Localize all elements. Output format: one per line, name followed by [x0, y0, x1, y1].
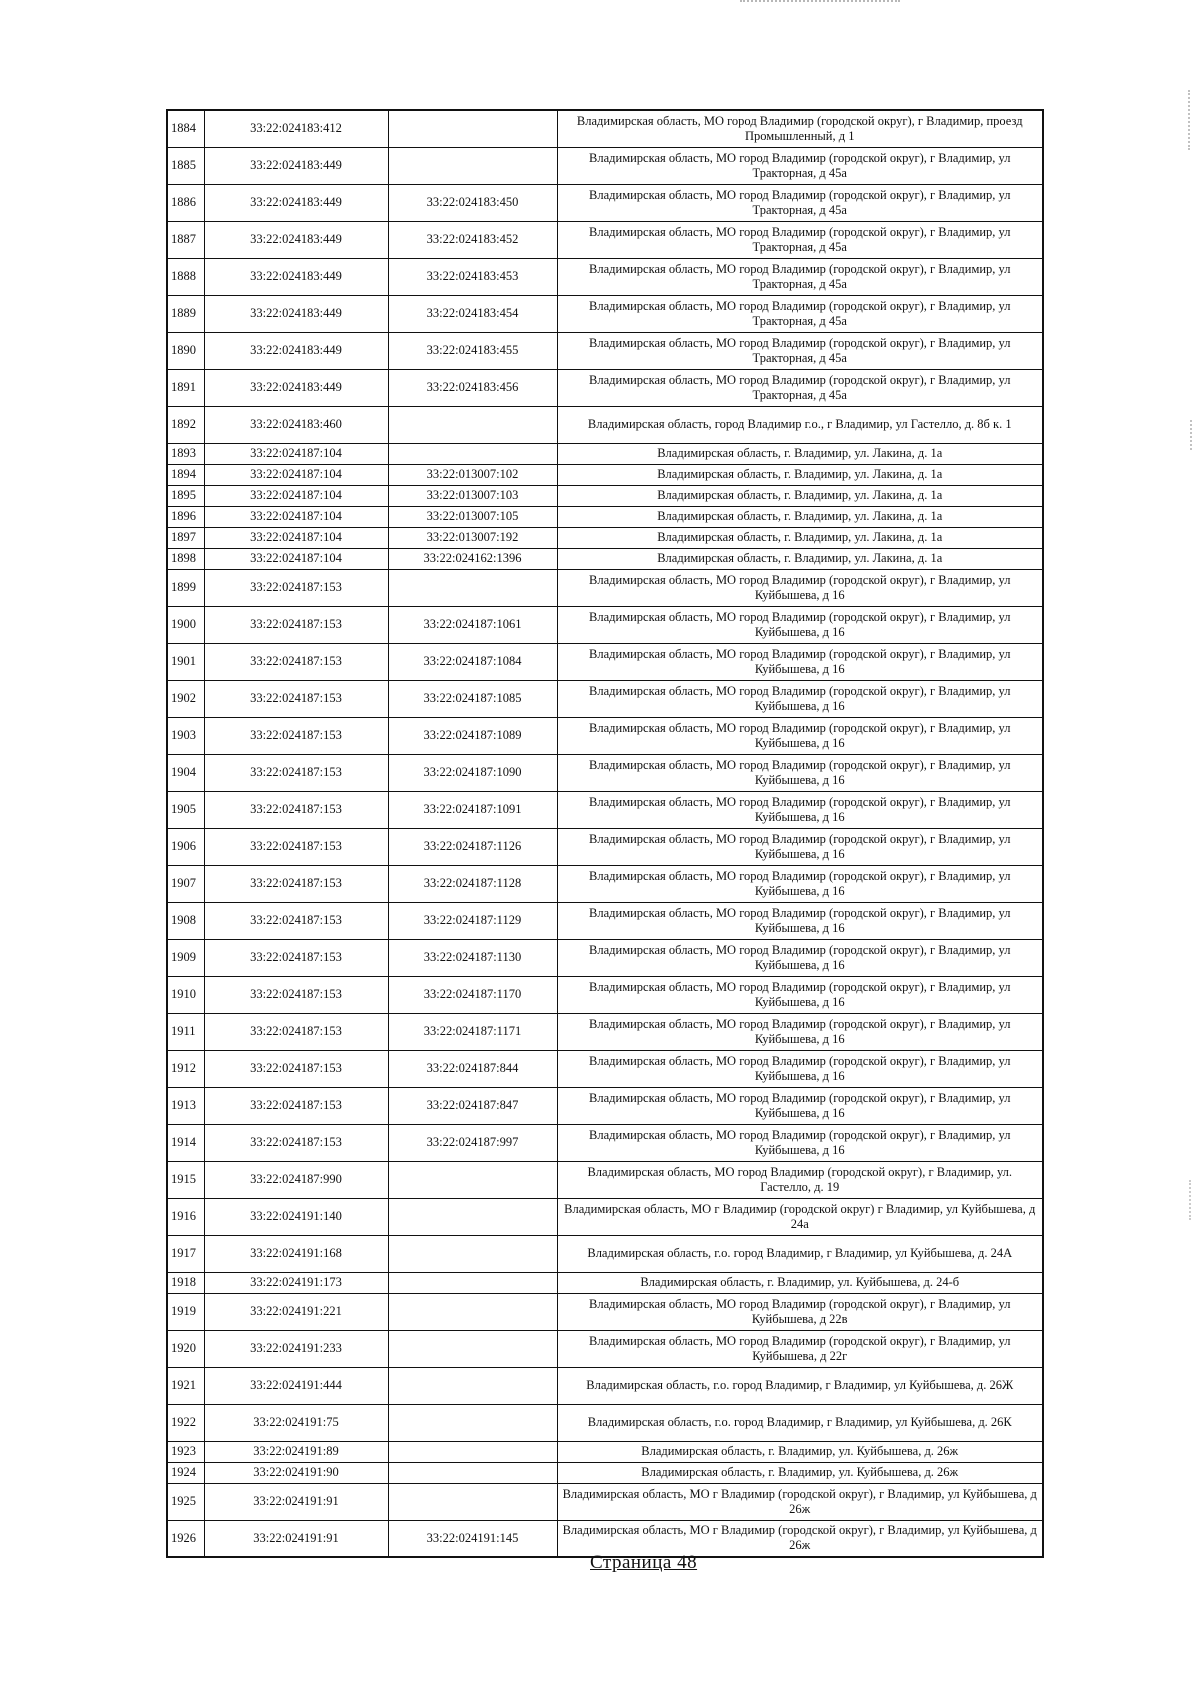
related-cadastral-number: [388, 147, 557, 184]
address: Владимирская область, МО город Владимир (городской округ), г Владимир, ул Куйбышева, д 16: [557, 1013, 1043, 1050]
table-row: [167, 1013, 1043, 1050]
cadastral-number: 33:22:024183:460: [204, 406, 388, 443]
table-row: [167, 606, 1043, 643]
related-cadastral-number: 33:22:024187:1084: [388, 643, 557, 680]
row-number: 1898: [167, 548, 204, 569]
row-number: 1903: [167, 717, 204, 754]
row-number: 1910: [167, 976, 204, 1013]
scan-artifact: [1190, 420, 1194, 450]
row-number: 1895: [167, 485, 204, 506]
row-number: 1918: [167, 1272, 204, 1293]
address: Владимирская область, МО город Владимир (городской округ), г Владимир, ул Тракторная, д 45а: [557, 221, 1043, 258]
table-row: [167, 643, 1043, 680]
row-number: 1886: [167, 184, 204, 221]
cadastral-number: 33:22:024183:449: [204, 295, 388, 332]
address: Владимирская область, г.о. город Владимир, г Владимир, ул Куйбышева, д. 26К: [557, 1404, 1043, 1441]
related-cadastral-number: [388, 1272, 557, 1293]
cadastral-number: 33:22:024187:153: [204, 680, 388, 717]
row-number: 1926: [167, 1520, 204, 1557]
row-number: 1893: [167, 443, 204, 464]
table-row: [167, 184, 1043, 221]
related-cadastral-number: 33:22:024187:1090: [388, 754, 557, 791]
row-number: 1894: [167, 464, 204, 485]
cadastral-number: 33:22:024187:153: [204, 569, 388, 606]
cadastral-number: 33:22:024187:153: [204, 976, 388, 1013]
address: Владимирская область, г. Владимир, ул. Куйбышева, д. 24-б: [557, 1272, 1043, 1293]
related-cadastral-number: 33:22:024187:1126: [388, 828, 557, 865]
related-cadastral-number: 33:22:024187:1129: [388, 902, 557, 939]
related-cadastral-number: 33:22:024187:997: [388, 1124, 557, 1161]
table-row: [167, 527, 1043, 548]
table-row: [167, 369, 1043, 406]
cadastral-number: 33:22:024187:153: [204, 865, 388, 902]
cadastral-number: 33:22:024191:90: [204, 1462, 388, 1483]
related-cadastral-number: 33:22:024183:455: [388, 332, 557, 369]
table-row: [167, 1330, 1043, 1367]
address: Владимирская область, МО город Владимир (городской округ), г Владимир, ул Тракторная, д 45а: [557, 258, 1043, 295]
address: Владимирская область, МО город Владимир (городской округ), г Владимир, ул Тракторная, д 45а: [557, 369, 1043, 406]
row-number: 1912: [167, 1050, 204, 1087]
row-number: 1902: [167, 680, 204, 717]
cadastral-number: 33:22:024187:104: [204, 485, 388, 506]
row-number: 1897: [167, 527, 204, 548]
related-cadastral-number: 33:22:024183:456: [388, 369, 557, 406]
cadastral-number: 33:22:024187:104: [204, 506, 388, 527]
table-row: [167, 791, 1043, 828]
table-row: [167, 1272, 1043, 1293]
table-row: [167, 443, 1043, 464]
cadastral-number: 33:22:024187:153: [204, 828, 388, 865]
table-row: [167, 1441, 1043, 1462]
related-cadastral-number: [388, 406, 557, 443]
row-number: 1906: [167, 828, 204, 865]
address: Владимирская область, МО город Владимир (городской округ), г Владимир, ул Куйбышева, д 16: [557, 828, 1043, 865]
table-row: [167, 1367, 1043, 1404]
related-cadastral-number: [388, 1404, 557, 1441]
address: Владимирская область, г. Владимир, ул. Лакина, д. 1а: [557, 527, 1043, 548]
cadastral-number: 33:22:024183:449: [204, 369, 388, 406]
address: Владимирская область, МО город Владимир (городской округ), г Владимир, ул Куйбышева, д 16: [557, 791, 1043, 828]
table-row: [167, 1198, 1043, 1235]
related-cadastral-number: [388, 443, 557, 464]
row-number: 1922: [167, 1404, 204, 1441]
row-number: 1900: [167, 606, 204, 643]
row-number: 1917: [167, 1235, 204, 1272]
row-number: 1907: [167, 865, 204, 902]
related-cadastral-number: [388, 1293, 557, 1330]
cadastral-number: 33:22:024187:153: [204, 1124, 388, 1161]
related-cadastral-number: 33:22:024191:145: [388, 1520, 557, 1557]
address: Владимирская область, г. Владимир, ул. Лакина, д. 1а: [557, 506, 1043, 527]
related-cadastral-number: 33:22:024183:454: [388, 295, 557, 332]
table-row: [167, 548, 1043, 569]
row-number: 1921: [167, 1367, 204, 1404]
address: Владимирская область, МО город Владимир (городской округ), г Владимир, ул Куйбышева, д 22в: [557, 1293, 1043, 1330]
table-row: [167, 754, 1043, 791]
table-body: [167, 110, 1043, 1557]
row-number: 1916: [167, 1198, 204, 1235]
address: Владимирская область, МО г Владимир (городской округ), г Владимир, ул Куйбышева, д 26ж: [557, 1520, 1043, 1557]
row-number: 1908: [167, 902, 204, 939]
related-cadastral-number: 33:22:024187:844: [388, 1050, 557, 1087]
table-row: [167, 258, 1043, 295]
page-footer: Страница 48: [590, 1552, 698, 1573]
table-row: [167, 569, 1043, 606]
row-number: 1913: [167, 1087, 204, 1124]
scan-artifact: [1188, 90, 1192, 150]
row-number: 1923: [167, 1441, 204, 1462]
related-cadastral-number: [388, 1441, 557, 1462]
table-row: [167, 902, 1043, 939]
address: Владимирская область, г.о. город Владимир, г Владимир, ул Куйбышева, д. 24А: [557, 1235, 1043, 1272]
address: Владимирская область, МО город Владимир (городской округ), г Владимир, ул Куйбышева, д 16: [557, 569, 1043, 606]
table-row: [167, 1404, 1043, 1441]
related-cadastral-number: 33:22:013007:192: [388, 527, 557, 548]
address: Владимирская область, МО г Владимир (городской округ), г Владимир, ул Куйбышева, д 26ж: [557, 1483, 1043, 1520]
row-number: 1891: [167, 369, 204, 406]
row-number: 1914: [167, 1124, 204, 1161]
cadastral-number: 33:22:024183:449: [204, 332, 388, 369]
cadastral-number: 33:22:024187:104: [204, 464, 388, 485]
cadastral-number: 33:22:024191:91: [204, 1483, 388, 1520]
cadastral-number: 33:22:024191:221: [204, 1293, 388, 1330]
related-cadastral-number: [388, 1161, 557, 1198]
table-row: [167, 147, 1043, 184]
address: Владимирская область, МО город Владимир (городской округ), г Владимир, ул Куйбышева, д 22г: [557, 1330, 1043, 1367]
row-number: 1909: [167, 939, 204, 976]
related-cadastral-number: [388, 1367, 557, 1404]
row-number: 1904: [167, 754, 204, 791]
cadastral-number: 33:22:024187:153: [204, 902, 388, 939]
related-cadastral-number: 33:22:024187:1171: [388, 1013, 557, 1050]
cadastral-number: 33:22:024191:89: [204, 1441, 388, 1462]
row-number: 1896: [167, 506, 204, 527]
cadastral-number: 33:22:024187:153: [204, 754, 388, 791]
row-number: 1905: [167, 791, 204, 828]
cadastral-number: 33:22:024191:233: [204, 1330, 388, 1367]
cadastral-number: 33:22:024183:449: [204, 147, 388, 184]
address: Владимирская область, МО город Владимир (городской округ), г Владимир, ул Куйбышева, д 16: [557, 976, 1043, 1013]
related-cadastral-number: 33:22:024187:847: [388, 1087, 557, 1124]
cadastral-number: 33:22:024187:153: [204, 717, 388, 754]
cadastral-number: 33:22:024191:168: [204, 1235, 388, 1272]
related-cadastral-number: 33:22:024162:1396: [388, 548, 557, 569]
cadastral-number: 33:22:024187:153: [204, 643, 388, 680]
row-number: 1925: [167, 1483, 204, 1520]
row-number: 1919: [167, 1293, 204, 1330]
table-row: [167, 506, 1043, 527]
table-row: [167, 110, 1043, 147]
address: Владимирская область, МО город Владимир (городской округ), г Владимир, ул Куйбышева, д 16: [557, 754, 1043, 791]
table-row: [167, 1235, 1043, 1272]
address: Владимирская область, МО город Владимир (городской округ), г Владимир, ул Куйбышева, д 16: [557, 717, 1043, 754]
address: Владимирская область, г. Владимир, ул. Лакина, д. 1а: [557, 485, 1043, 506]
related-cadastral-number: [388, 1483, 557, 1520]
related-cadastral-number: 33:22:024183:453: [388, 258, 557, 295]
address: Владимирская область, г. Владимир, ул. Куйбышева, д. 26ж: [557, 1441, 1043, 1462]
address: Владимирская область, г.о. город Владимир, г Владимир, ул Куйбышева, д. 26Ж: [557, 1367, 1043, 1404]
address: Владимирская область, МО город Владимир (городской округ), г Владимир, ул Куйбышева, д 16: [557, 606, 1043, 643]
cadastral-number: 33:22:024187:104: [204, 443, 388, 464]
cadastral-number: 33:22:024187:153: [204, 791, 388, 828]
row-number: 1924: [167, 1462, 204, 1483]
cadastral-number: 33:22:024191:173: [204, 1272, 388, 1293]
related-cadastral-number: 33:22:013007:102: [388, 464, 557, 485]
scan-artifact: [1189, 1180, 1193, 1220]
row-number: 1884: [167, 110, 204, 147]
table-row: [167, 485, 1043, 506]
related-cadastral-number: [388, 110, 557, 147]
related-cadastral-number: 33:22:024187:1061: [388, 606, 557, 643]
cadastral-number: 33:22:024191:91: [204, 1520, 388, 1557]
table-row: [167, 464, 1043, 485]
address: Владимирская область, МО город Владимир (городской округ), г Владимир, ул Куйбышева, д 16: [557, 1050, 1043, 1087]
table-row: [167, 976, 1043, 1013]
related-cadastral-number: 33:22:024187:1085: [388, 680, 557, 717]
address: Владимирская область, МО город Владимир (городской округ), г Владимир, ул. Гастелло, д. 19: [557, 1161, 1043, 1198]
address: Владимирская область, МО город Владимир (городской округ), г Владимир, ул Тракторная, д 45а: [557, 184, 1043, 221]
address: Владимирская область, МО город Владимир (городской округ), г Владимир, ул Тракторная, д 45а: [557, 295, 1043, 332]
table-row: [167, 1462, 1043, 1483]
address: Владимирская область, МО город Владимир (городской округ), г Владимир, проезд Промышленный, д 1: [557, 110, 1043, 147]
cadastral-number: 33:22:024187:153: [204, 606, 388, 643]
row-number: 1911: [167, 1013, 204, 1050]
address: Владимирская область, г. Владимир, ул. Лакина, д. 1а: [557, 548, 1043, 569]
table-row: [167, 1161, 1043, 1198]
table-row: [167, 1050, 1043, 1087]
cadastral-number: 33:22:024191:444: [204, 1367, 388, 1404]
row-number: 1885: [167, 147, 204, 184]
related-cadastral-number: 33:22:024183:452: [388, 221, 557, 258]
scan-artifact: [740, 0, 900, 8]
cadastral-number: 33:22:024183:449: [204, 184, 388, 221]
cadastral-number: 33:22:024187:153: [204, 939, 388, 976]
related-cadastral-number: 33:22:024183:450: [388, 184, 557, 221]
table-row: [167, 1293, 1043, 1330]
related-cadastral-number: 33:22:013007:105: [388, 506, 557, 527]
cadastral-number: 33:22:024191:75: [204, 1404, 388, 1441]
cadastral-number: 33:22:024187:153: [204, 1087, 388, 1124]
table-row: [167, 828, 1043, 865]
cadastral-register-table: [166, 109, 1044, 1558]
address: Владимирская область, МО город Владимир (городской округ), г Владимир, ул Куйбышева, д 16: [557, 643, 1043, 680]
related-cadastral-number: [388, 569, 557, 606]
address: Владимирская область, МО город Владимир (городской округ), г Владимир, ул Куйбышева, д 16: [557, 865, 1043, 902]
related-cadastral-number: 33:22:024187:1170: [388, 976, 557, 1013]
related-cadastral-number: [388, 1462, 557, 1483]
row-number: 1920: [167, 1330, 204, 1367]
row-number: 1890: [167, 332, 204, 369]
address: Владимирская область, г. Владимир, ул. Куйбышева, д. 26ж: [557, 1462, 1043, 1483]
row-number: 1889: [167, 295, 204, 332]
table-row: [167, 717, 1043, 754]
table-row: [167, 680, 1043, 717]
cadastral-number: 33:22:024183:449: [204, 258, 388, 295]
address: Владимирская область, МО город Владимир (городской округ), г Владимир, ул Тракторная, д 45а: [557, 332, 1043, 369]
table-row: [167, 406, 1043, 443]
address: Владимирская область, МО город Владимир (городской округ), г Владимир, ул Куйбышева, д 16: [557, 939, 1043, 976]
table-row: [167, 1483, 1043, 1520]
table-row: [167, 1124, 1043, 1161]
related-cadastral-number: 33:22:024187:1128: [388, 865, 557, 902]
table-row: [167, 1087, 1043, 1124]
table-row: [167, 332, 1043, 369]
related-cadastral-number: [388, 1198, 557, 1235]
table-row: [167, 865, 1043, 902]
row-number: 1887: [167, 221, 204, 258]
row-number: 1915: [167, 1161, 204, 1198]
cadastral-number: 33:22:024183:449: [204, 221, 388, 258]
row-number: 1888: [167, 258, 204, 295]
related-cadastral-number: [388, 1330, 557, 1367]
cadastral-number: 33:22:024187:990: [204, 1161, 388, 1198]
related-cadastral-number: 33:22:024187:1091: [388, 791, 557, 828]
cadastral-number: 33:22:024187:104: [204, 527, 388, 548]
address: Владимирская область, МО город Владимир (городской округ), г Владимир, ул Куйбышева, д 16: [557, 902, 1043, 939]
related-cadastral-number: 33:22:024187:1089: [388, 717, 557, 754]
cadastral-number: 33:22:024191:140: [204, 1198, 388, 1235]
address: Владимирская область, г. Владимир, ул. Лакина, д. 1а: [557, 464, 1043, 485]
related-cadastral-number: 33:22:013007:103: [388, 485, 557, 506]
address: Владимирская область, МО город Владимир (городской округ), г Владимир, ул Тракторная, д 45а: [557, 147, 1043, 184]
related-cadastral-number: [388, 1235, 557, 1272]
row-number: 1899: [167, 569, 204, 606]
address: Владимирская область, МО город Владимир (городской округ), г Владимир, ул Куйбышева, д 16: [557, 680, 1043, 717]
address: Владимирская область, МО г Владимир (городской округ) г Владимир, ул Куйбышева, д 24а: [557, 1198, 1043, 1235]
row-number: 1901: [167, 643, 204, 680]
table-row: [167, 221, 1043, 258]
cadastral-number: 33:22:024187:104: [204, 548, 388, 569]
cadastral-number: 33:22:024187:153: [204, 1013, 388, 1050]
address: Владимирская область, МО город Владимир (городской округ), г Владимир, ул Куйбышева, д 16: [557, 1087, 1043, 1124]
row-number: 1892: [167, 406, 204, 443]
address: Владимирская область, город Владимир г.о., г Владимир, ул Гастелло, д. 8б к. 1: [557, 406, 1043, 443]
table-row: [167, 939, 1043, 976]
cadastral-number: 33:22:024187:153: [204, 1050, 388, 1087]
cadastral-number: 33:22:024183:412: [204, 110, 388, 147]
address: Владимирская область, МО город Владимир (городской округ), г Владимир, ул Куйбышева, д 16: [557, 1124, 1043, 1161]
related-cadastral-number: 33:22:024187:1130: [388, 939, 557, 976]
table-row: [167, 295, 1043, 332]
address: Владимирская область, г. Владимир, ул. Лакина, д. 1а: [557, 443, 1043, 464]
